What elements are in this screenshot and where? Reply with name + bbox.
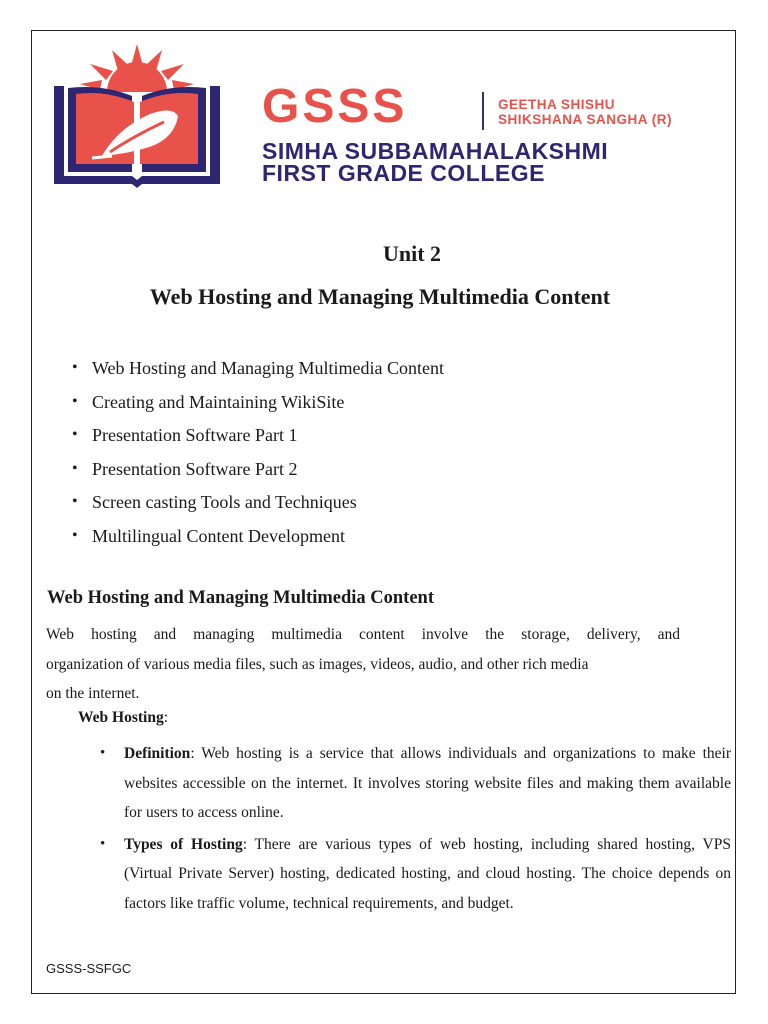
subheading-label: Web Hosting [78, 709, 164, 726]
paragraph-line: organization of various media files, such as images, videos, audio, and other rich media [46, 655, 589, 673]
definition-item [100, 739, 731, 828]
unit-label: Unit 2 [382, 241, 442, 266]
brand-society-name [498, 97, 672, 127]
section-heading: Web Hosting and Managing Multimedia Content [47, 588, 435, 608]
college-name [262, 140, 608, 184]
brand-society-line2: SHIKSHANA SANGHA (R) [498, 112, 672, 127]
topic-item: • Presentation Software Part 1 [72, 422, 444, 456]
definition-text: : Web hosting is a service that allows individuals and organizations to make their websites accessible on the internet. It involves storing website files and making them available for users to access online. [124, 745, 731, 821]
paragraph-line: Web hosting and managing multimedia content involve the storage, delivery, and [46, 626, 680, 643]
college-logo-icon [52, 44, 222, 188]
unit-title: Web Hosting and Managing Multimedia Content [149, 284, 611, 309]
college-name-line1: SIMHA SUBBAMAHALAKSHMI [262, 138, 609, 164]
definition-term: Types of Hosting [124, 835, 243, 853]
topic-item: • Presentation Software Part 2 [72, 456, 444, 490]
topic-item: • Web Hosting and Managing Multimedia Content [72, 355, 444, 389]
college-name-line2: FIRST GRADE COLLEGE [262, 160, 545, 186]
topic-item: • Screen casting Tools and Techniques [72, 489, 444, 523]
section-paragraph [46, 620, 680, 709]
definition-term: Definition [124, 745, 191, 762]
brand-society-line1: GEETHA SHISHU [498, 97, 616, 112]
brand-code: GSSS [262, 80, 408, 133]
brand-divider [482, 92, 484, 130]
unit-heading [0, 241, 768, 267]
subheading-colon: : [163, 709, 169, 726]
definition-list [100, 739, 731, 918]
paragraph-line: on the internet. [46, 685, 140, 702]
definition-text: : There are various types of web hosting, including shared hosting, VPS (Virtual Private Server) hosting, dedicated hosting, and cloud hosting. The choice depends on factors like traffic volume, technical requirements, and budget. [124, 835, 731, 912]
topic-item: • Creating and Maintaining WikiSite [72, 389, 444, 423]
topic-item: • Multilingual Content Development [72, 523, 444, 557]
subheading-web-hosting [78, 709, 168, 727]
topic-list [72, 355, 444, 556]
definition-item [100, 830, 731, 919]
page-footer: GSSS-SSFGC [46, 961, 132, 976]
